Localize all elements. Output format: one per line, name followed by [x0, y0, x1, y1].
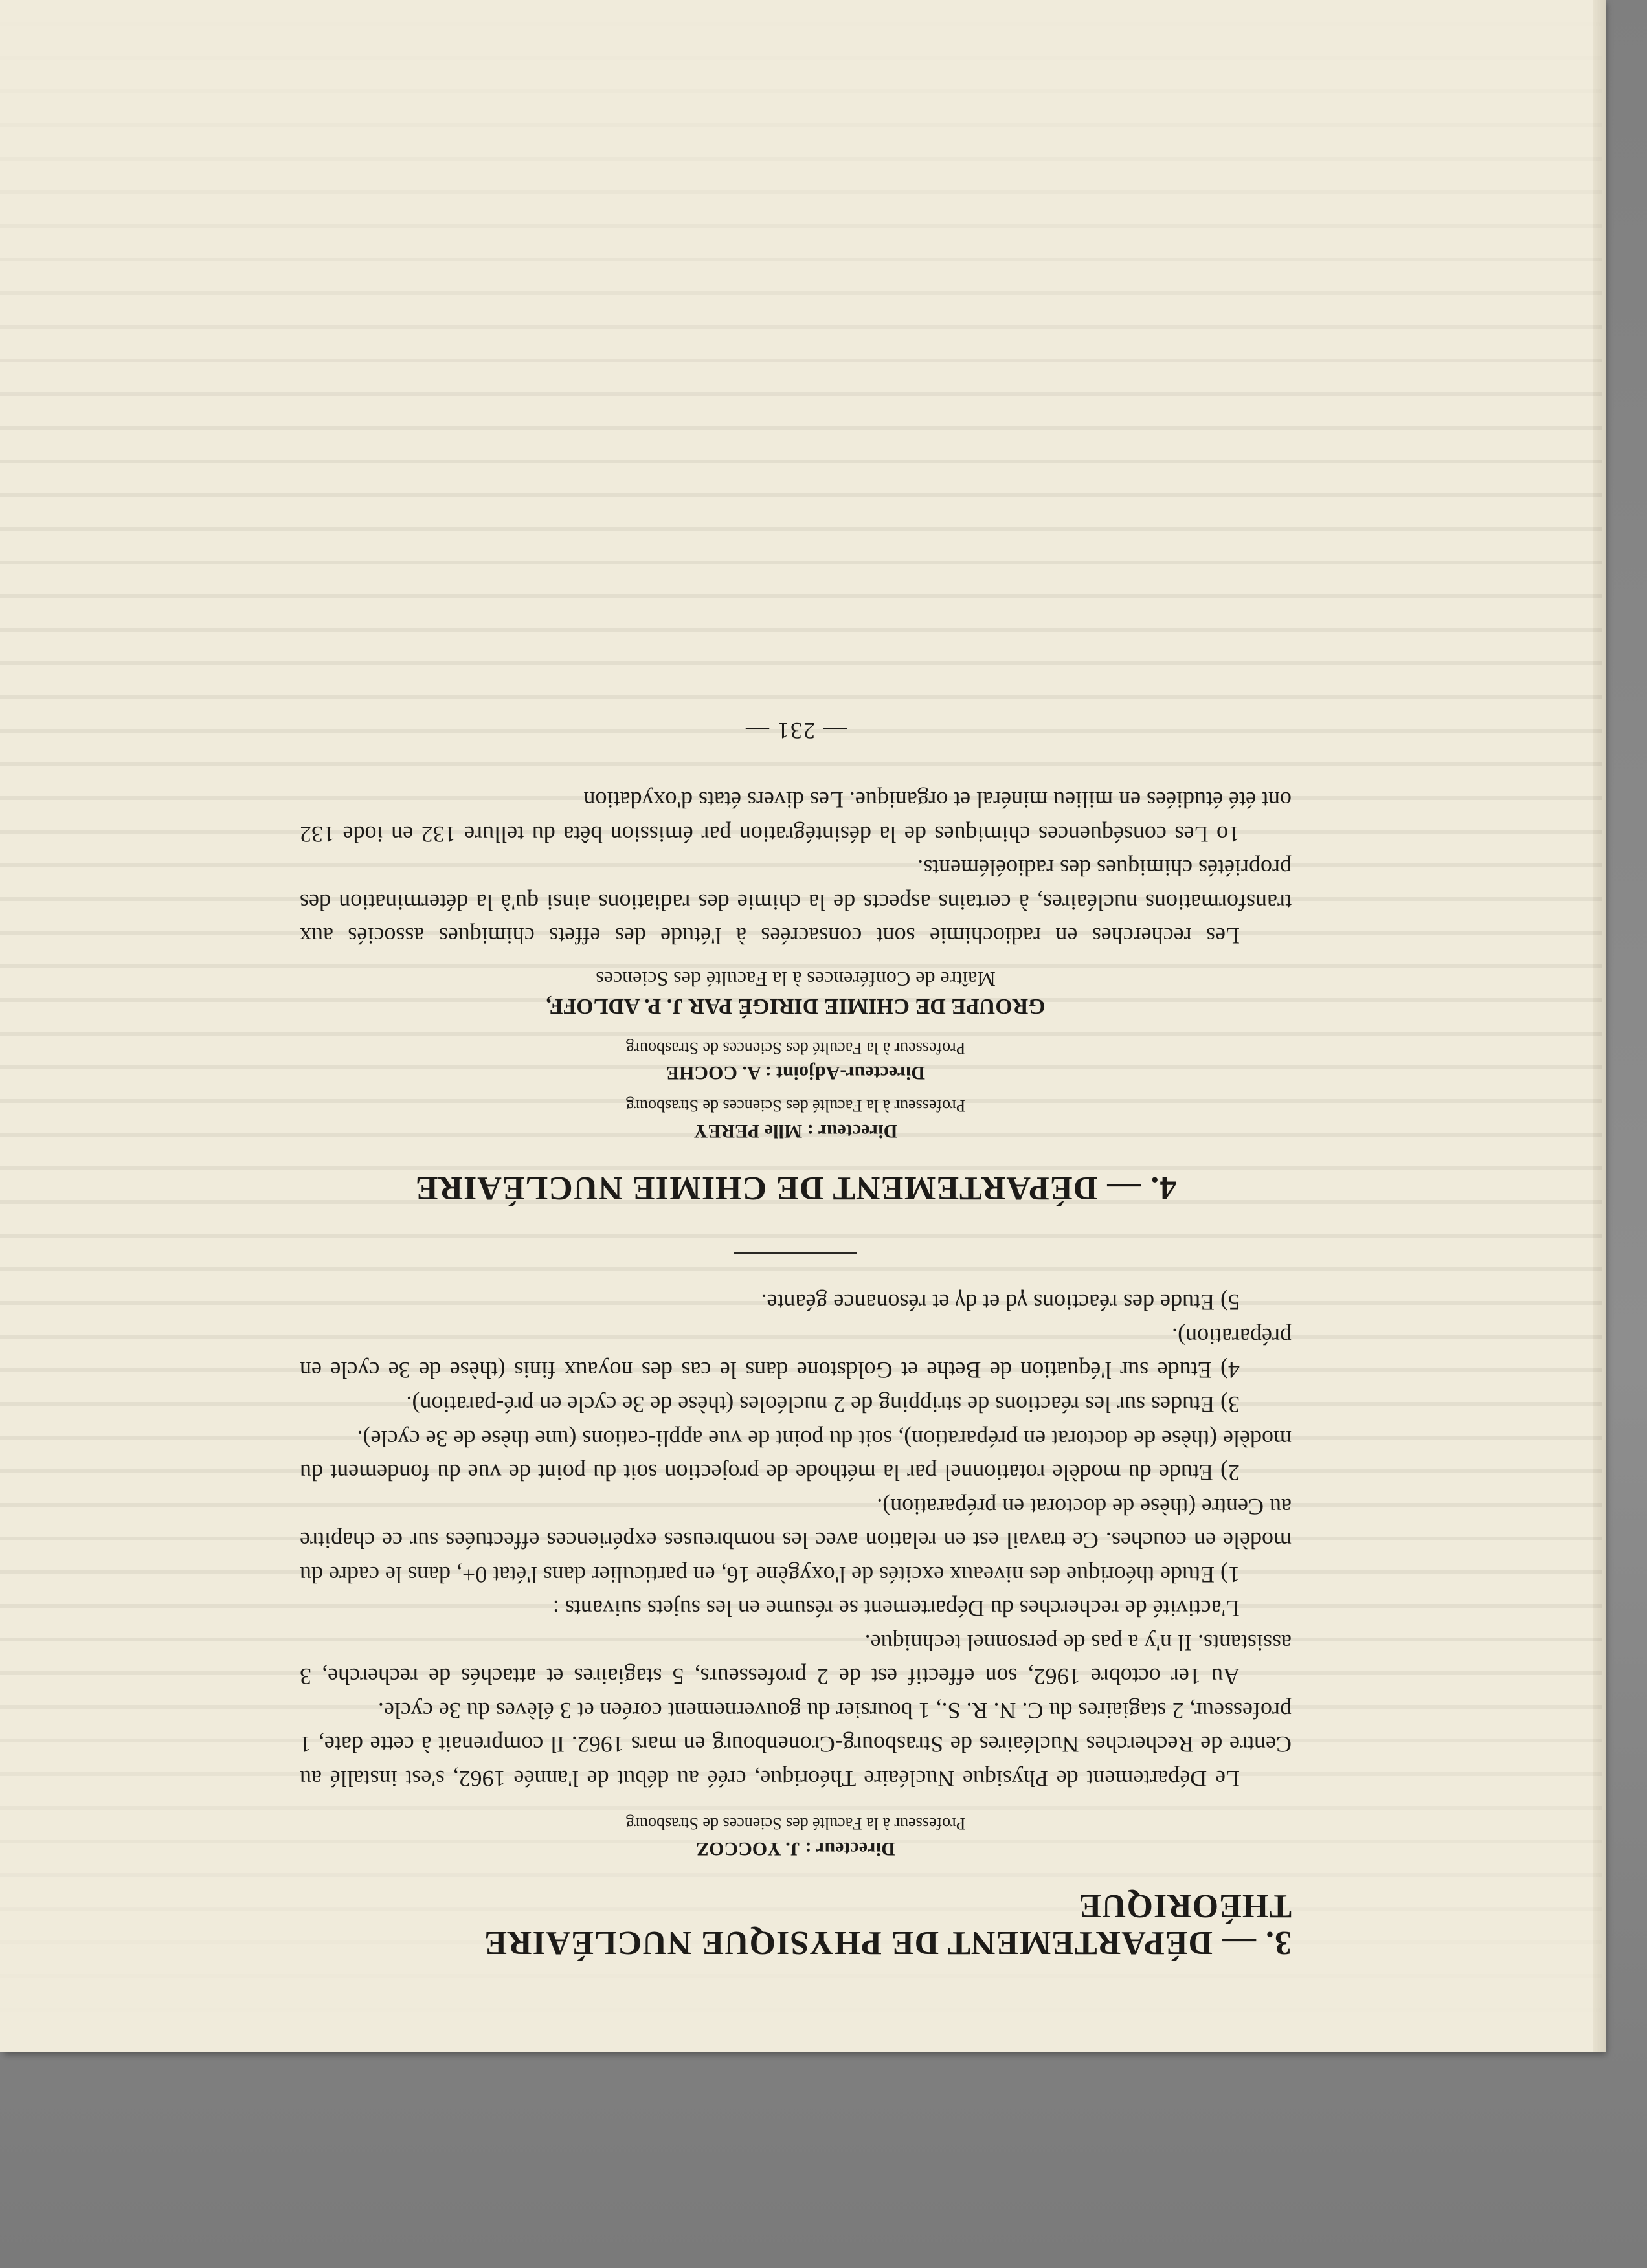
research-item: 1) Etude théorique des niveaux excités de l'oxygène 16, en particulier dans l'état 0+, dans le cadre du modèle en couches. Ce travail est en relation avec les nombreuses expériences effectuées sur ce chapitre au Centre (thèse de doctorat en préparation). [300, 1493, 1292, 1588]
section-4-paragraph: Les recherches en radiochimie sont consacrées à l'étude des effets chimiques associés aux transformations nucléaires, à certains aspects de la chimie des radiations ainsi qu'à la détermination des propriétés chimiques des radioéléments. [300, 855, 1292, 950]
page-number: — 231 — [745, 717, 847, 744]
section-3-title: 3. — DÉPARTEMENT DE PHYSIQUE NUCLÉAIRE THÉORIQUE [484, 1887, 1292, 1961]
section-4-paragraph: 1o Les conséquences chimiques de la désintégration par émission bêta du tellure 132 en iode 132 ont été étudiées en milieu minéral et organique. Les divers états d'oxydation [300, 787, 1292, 847]
group-role: Maître de Conférences à la Faculté des Sciences [596, 968, 996, 992]
section-3-paragraph: Le Département de Physique Nucléaire Théorique, créé au début de l'année 1962, s'est installé au Centre de Recherches Nucléaires de Strasbourg-Cronenbourg en mars 1962. Il comprenait à cette date, 1 professeur, 2 stagiaires du C. N. R. S., 1 boursier du gouvernement coréen et 3 élèves du 3e cycle. [300, 1697, 1292, 1792]
group-title: GROUPE DE CHIMIE DIRIGÉ PAR J. P. ADLOFF, [546, 994, 1046, 1019]
section-divider [734, 1252, 857, 1254]
research-item: 2) Etude du modèle rotationnel par la méthode de projection soit du point de vue du fondement du modèle (thèse de doctorat en préparation), soit du point de vue appli-cations (une thèse de 3e cycle). [300, 1425, 1292, 1486]
section-4-director-role: Professeur à la Faculté des Sciences de Strasbourg [625, 1096, 966, 1116]
research-item: 4) Etude sur l'équation de Bethe et Goldstone dans le cas des noyaux finis (thèse de 3e cycle en préparation). [300, 1323, 1292, 1384]
section-4-deputy-role: Professeur à la Faculté des Sciences de Strasbourg [625, 1038, 966, 1058]
page-body [300, 717, 1292, 1961]
section-4-title: 4. — DÉPARTEMENT DE CHIMIE NUCLÉAIRE [414, 1169, 1177, 1206]
section-4-deputy: Directeur-Adjoint : A. COCHE [666, 1062, 925, 1084]
section-3-director: Directeur : J. YOCCOZ [696, 1838, 895, 1860]
section-3-director-role: Professeur à la Faculté des Sciences de Strasbourg [625, 1814, 966, 1834]
section-4-director: Directeur : Mlle PEREY [693, 1120, 898, 1142]
research-item: 3) Etudes sur les réactions de stripping de 2 nucléoles (thèse de 3e cycle en pré-paration). [406, 1392, 1240, 1418]
research-item: 5) Etude des réactions γd et dγ et résonance géante. [761, 1289, 1240, 1316]
section-3-paragraph: L'activité de recherches du Département se résume en les sujets suivants : [552, 1595, 1240, 1622]
section-3-paragraph: Au 1er octobre 1962, son effectif est de 2 professeurs, 5 stagiaires et attachés de recherche, 3 assistants. Il n'y a pas de personnel technique. [300, 1629, 1292, 1690]
